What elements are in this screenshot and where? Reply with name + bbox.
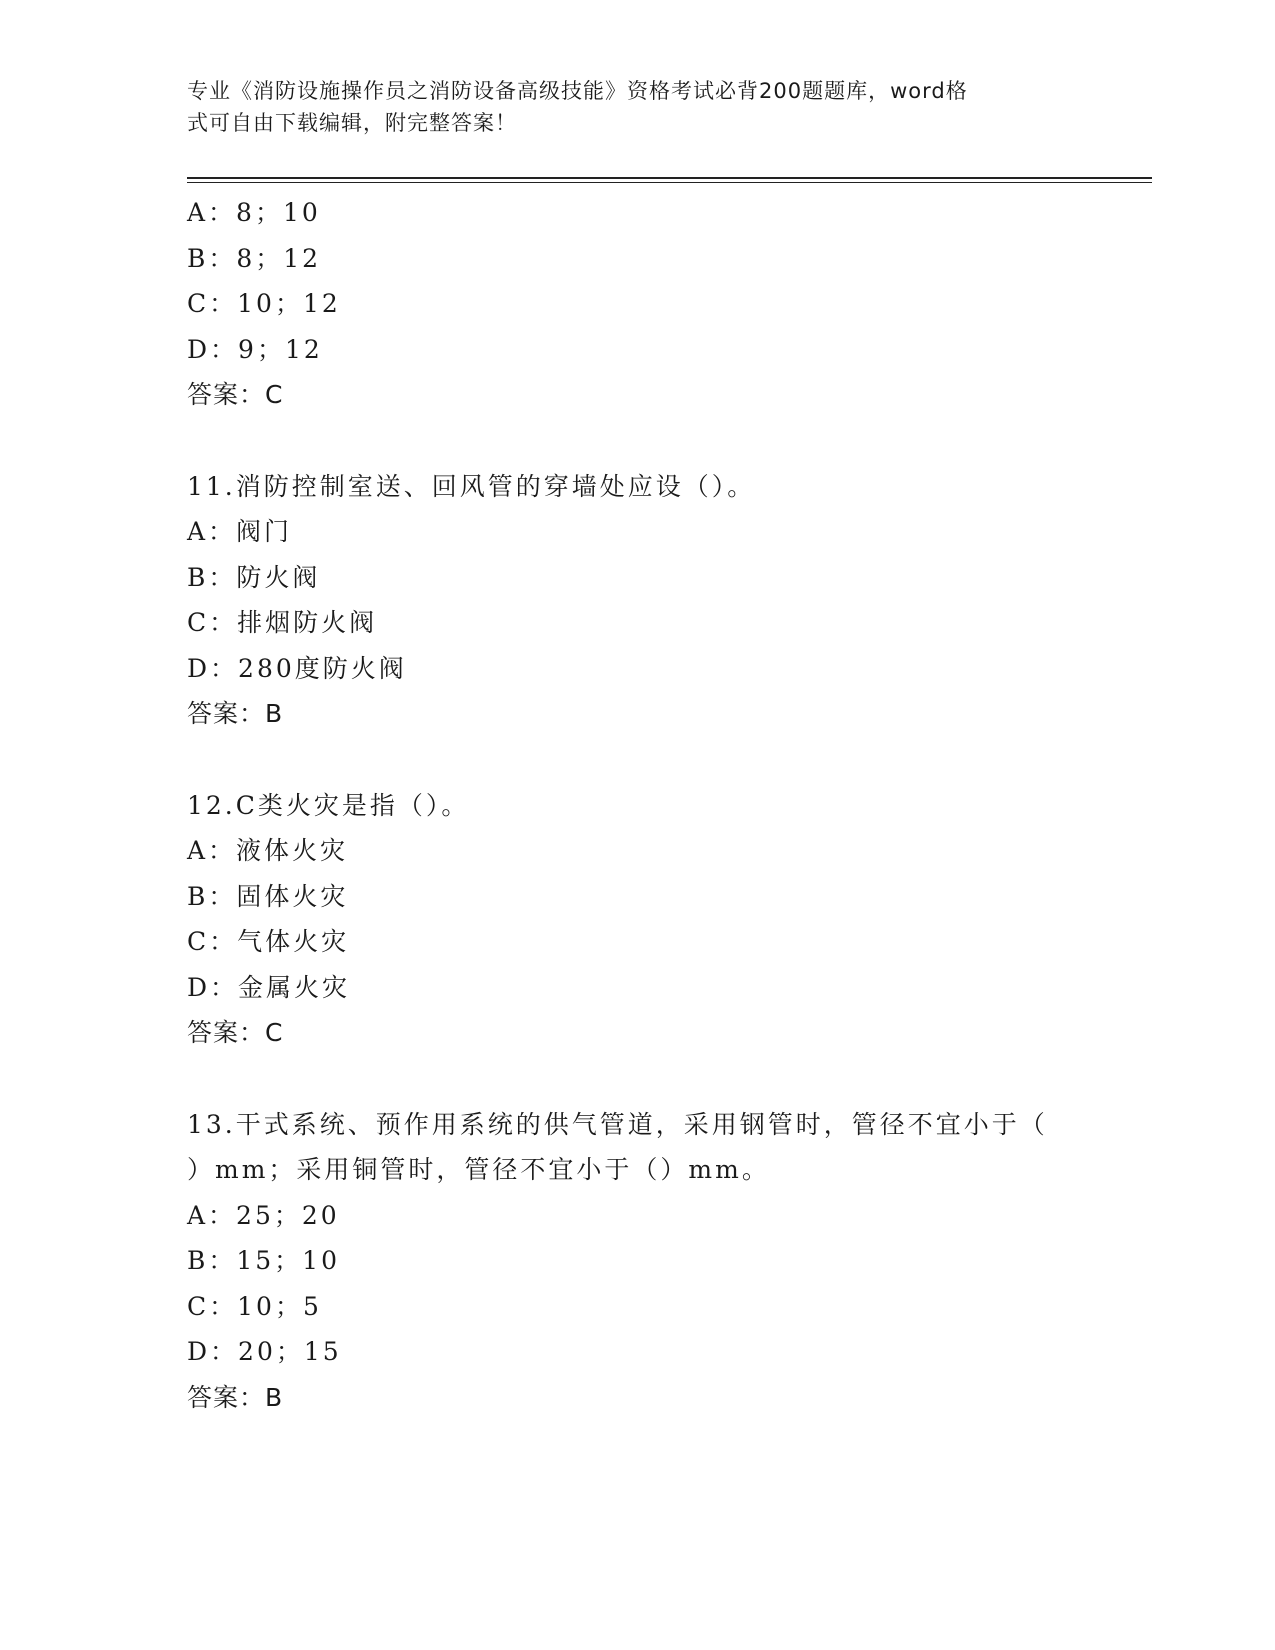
question-list [187, 190, 1087, 1420]
option-a: A：25；20 [187, 1200, 340, 1230]
option-b: B：15；10 [187, 1246, 340, 1275]
document-header [187, 75, 1067, 139]
option-a: A：阀门 [187, 517, 293, 546]
spacer [187, 418, 1087, 464]
option-b: B：防火阀 [187, 562, 321, 592]
question-text: 12.C类火灾是指（）。 [187, 790, 470, 820]
option-d: D：280度防火阀 [187, 653, 407, 683]
header-divider-thick [187, 177, 1152, 179]
option-d: D：20；15 [187, 1337, 342, 1366]
question-text-line-1: 13.干式系统、预作用系统的供气管道，采用钢管时，管径不宜小于（ [187, 1109, 1048, 1139]
header-line-2: 式可自由下载编辑，附完整答案！ [187, 111, 517, 135]
option-c: C：排烟防火阀 [187, 608, 378, 637]
option-c: C：10；12 [187, 289, 341, 318]
question-text-line-2: ）mm；采用铜管时，管径不宜小于（）mm。 [187, 1155, 770, 1184]
answer-line: 答案：B [187, 1382, 284, 1412]
option-a: A：液体火灾 [187, 836, 349, 865]
question-text: 11.消防控制室送、回风管的穿墙处应设（）。 [187, 471, 756, 501]
answer-line: 答案：C [187, 380, 284, 409]
header-line-1: 专业《消防设施操作员之消防设备高级技能》资格考试必背200题题库，word格 [187, 79, 968, 103]
question-12 [187, 783, 1087, 1056]
option-c: C：气体火灾 [187, 927, 350, 956]
question-10 [187, 190, 1087, 418]
answer-line: 答案：C [187, 1018, 284, 1047]
option-d: D：9；12 [187, 334, 323, 364]
spacer [187, 1056, 1087, 1102]
answer-line: 答案：B [187, 699, 284, 728]
option-c: C：10；5 [187, 1291, 322, 1321]
option-a: A：8；10 [187, 198, 321, 227]
option-b: B：固体火灾 [187, 881, 349, 911]
option-d: D：金属火灾 [187, 972, 351, 1002]
question-11 [187, 464, 1087, 737]
header-divider-thin [187, 182, 1152, 183]
option-b: B：8；12 [187, 243, 322, 273]
spacer [187, 737, 1087, 783]
question-13 [187, 1102, 1087, 1421]
